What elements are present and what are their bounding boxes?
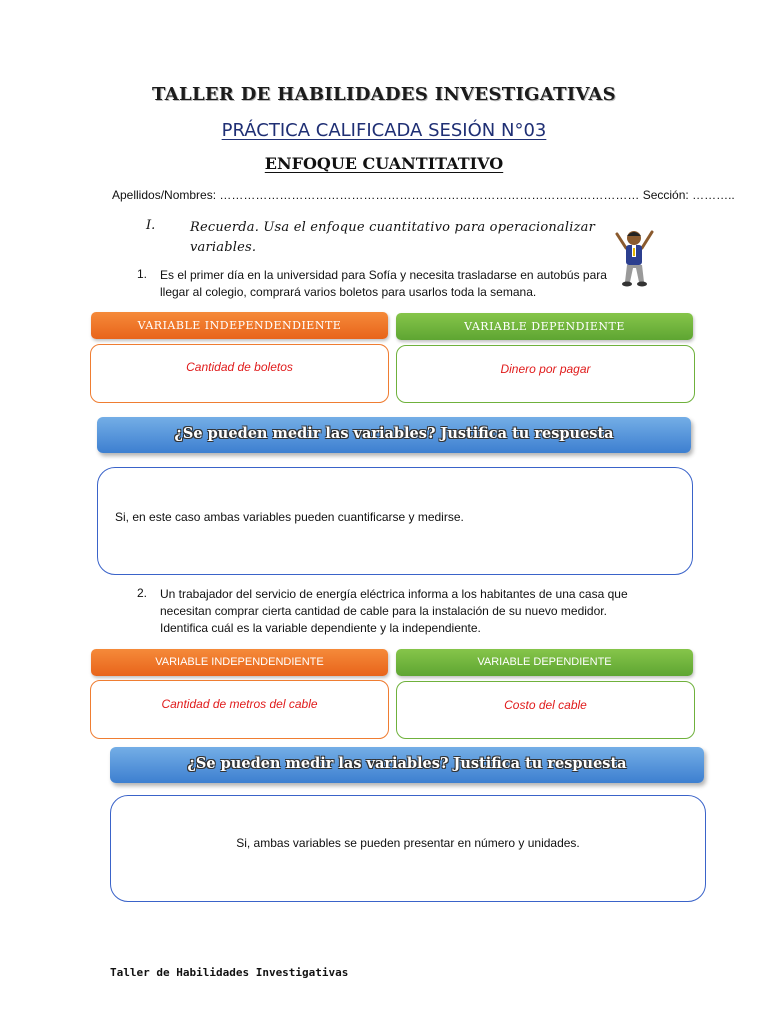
measure-question-banner: ¿Se pueden medir las variables? Justifica tu respuesta [97,417,691,453]
independent-variable-box [90,344,389,403]
practice-title: PRÁCTICA CALIFICADA SESIÓN N°03 [221,120,547,141]
question-text: Es el primer día en la universidad para Sofía y necesita trasladarse en autobús para llegar al colegio, comprará varios boletos para usarlos toda la semana. [160,268,607,299]
independent-variable-box [90,680,389,739]
cheering-student-icon [612,226,658,290]
dependent-variable-box [396,681,695,739]
section-instruction: Recuerda. Usa el enfoque cuantitativo para operacionalizar variables. [190,220,596,255]
dependent-variable-answer: Costo del cable [504,698,587,712]
independent-variable-header: VARIABLE INDEPENDENDIENTE [91,312,388,339]
section-number: I. [146,218,156,233]
question-number: 2. [137,586,148,600]
measure-question-banner: ¿Se pueden medir las variables? Justifica tu respuesta [110,747,704,783]
approach-title: ENFOQUE CUANTITATIVO [264,154,504,173]
dependent-variable-box [396,345,695,403]
response-box [97,467,693,575]
page-title: TALLER DE HABILIDADES INVESTIGATIVAS [152,84,616,105]
response-box [110,795,706,902]
name-section-field: Apellidos/Nombres: …………………………………………………………………………………………… Sección: ……….. [112,188,735,202]
page-footer: Taller de Habilidades Investigativas [110,966,349,979]
independent-variable-answer: Cantidad de boletos [186,360,293,374]
response-text: Si, ambas variables se pueden presentar en número y unidades. [236,836,580,850]
response-text: Si, en este caso ambas variables pueden cuantificarse y medirse. [115,510,464,524]
independent-variable-answer: Cantidad de metros del cable [161,697,318,711]
independent-variable-header: VARIABLE INDEPENDENDIENTE [91,649,388,676]
question-text: Un trabajador del servicio de energía eléctrica informa a los habitantes de una casa que necesitan comprar cierta cantidad de cable para la instalación de su nuevo medidor. Identifica cuál es la variable dependiente y la independiente. [160,587,628,635]
question-number: 1. [137,267,148,281]
dependent-variable-header: VARIABLE DEPENDIENTE [396,313,693,340]
dependent-variable-answer: Dinero por pagar [500,362,591,376]
dependent-variable-header: VARIABLE DEPENDIENTE [396,649,693,676]
